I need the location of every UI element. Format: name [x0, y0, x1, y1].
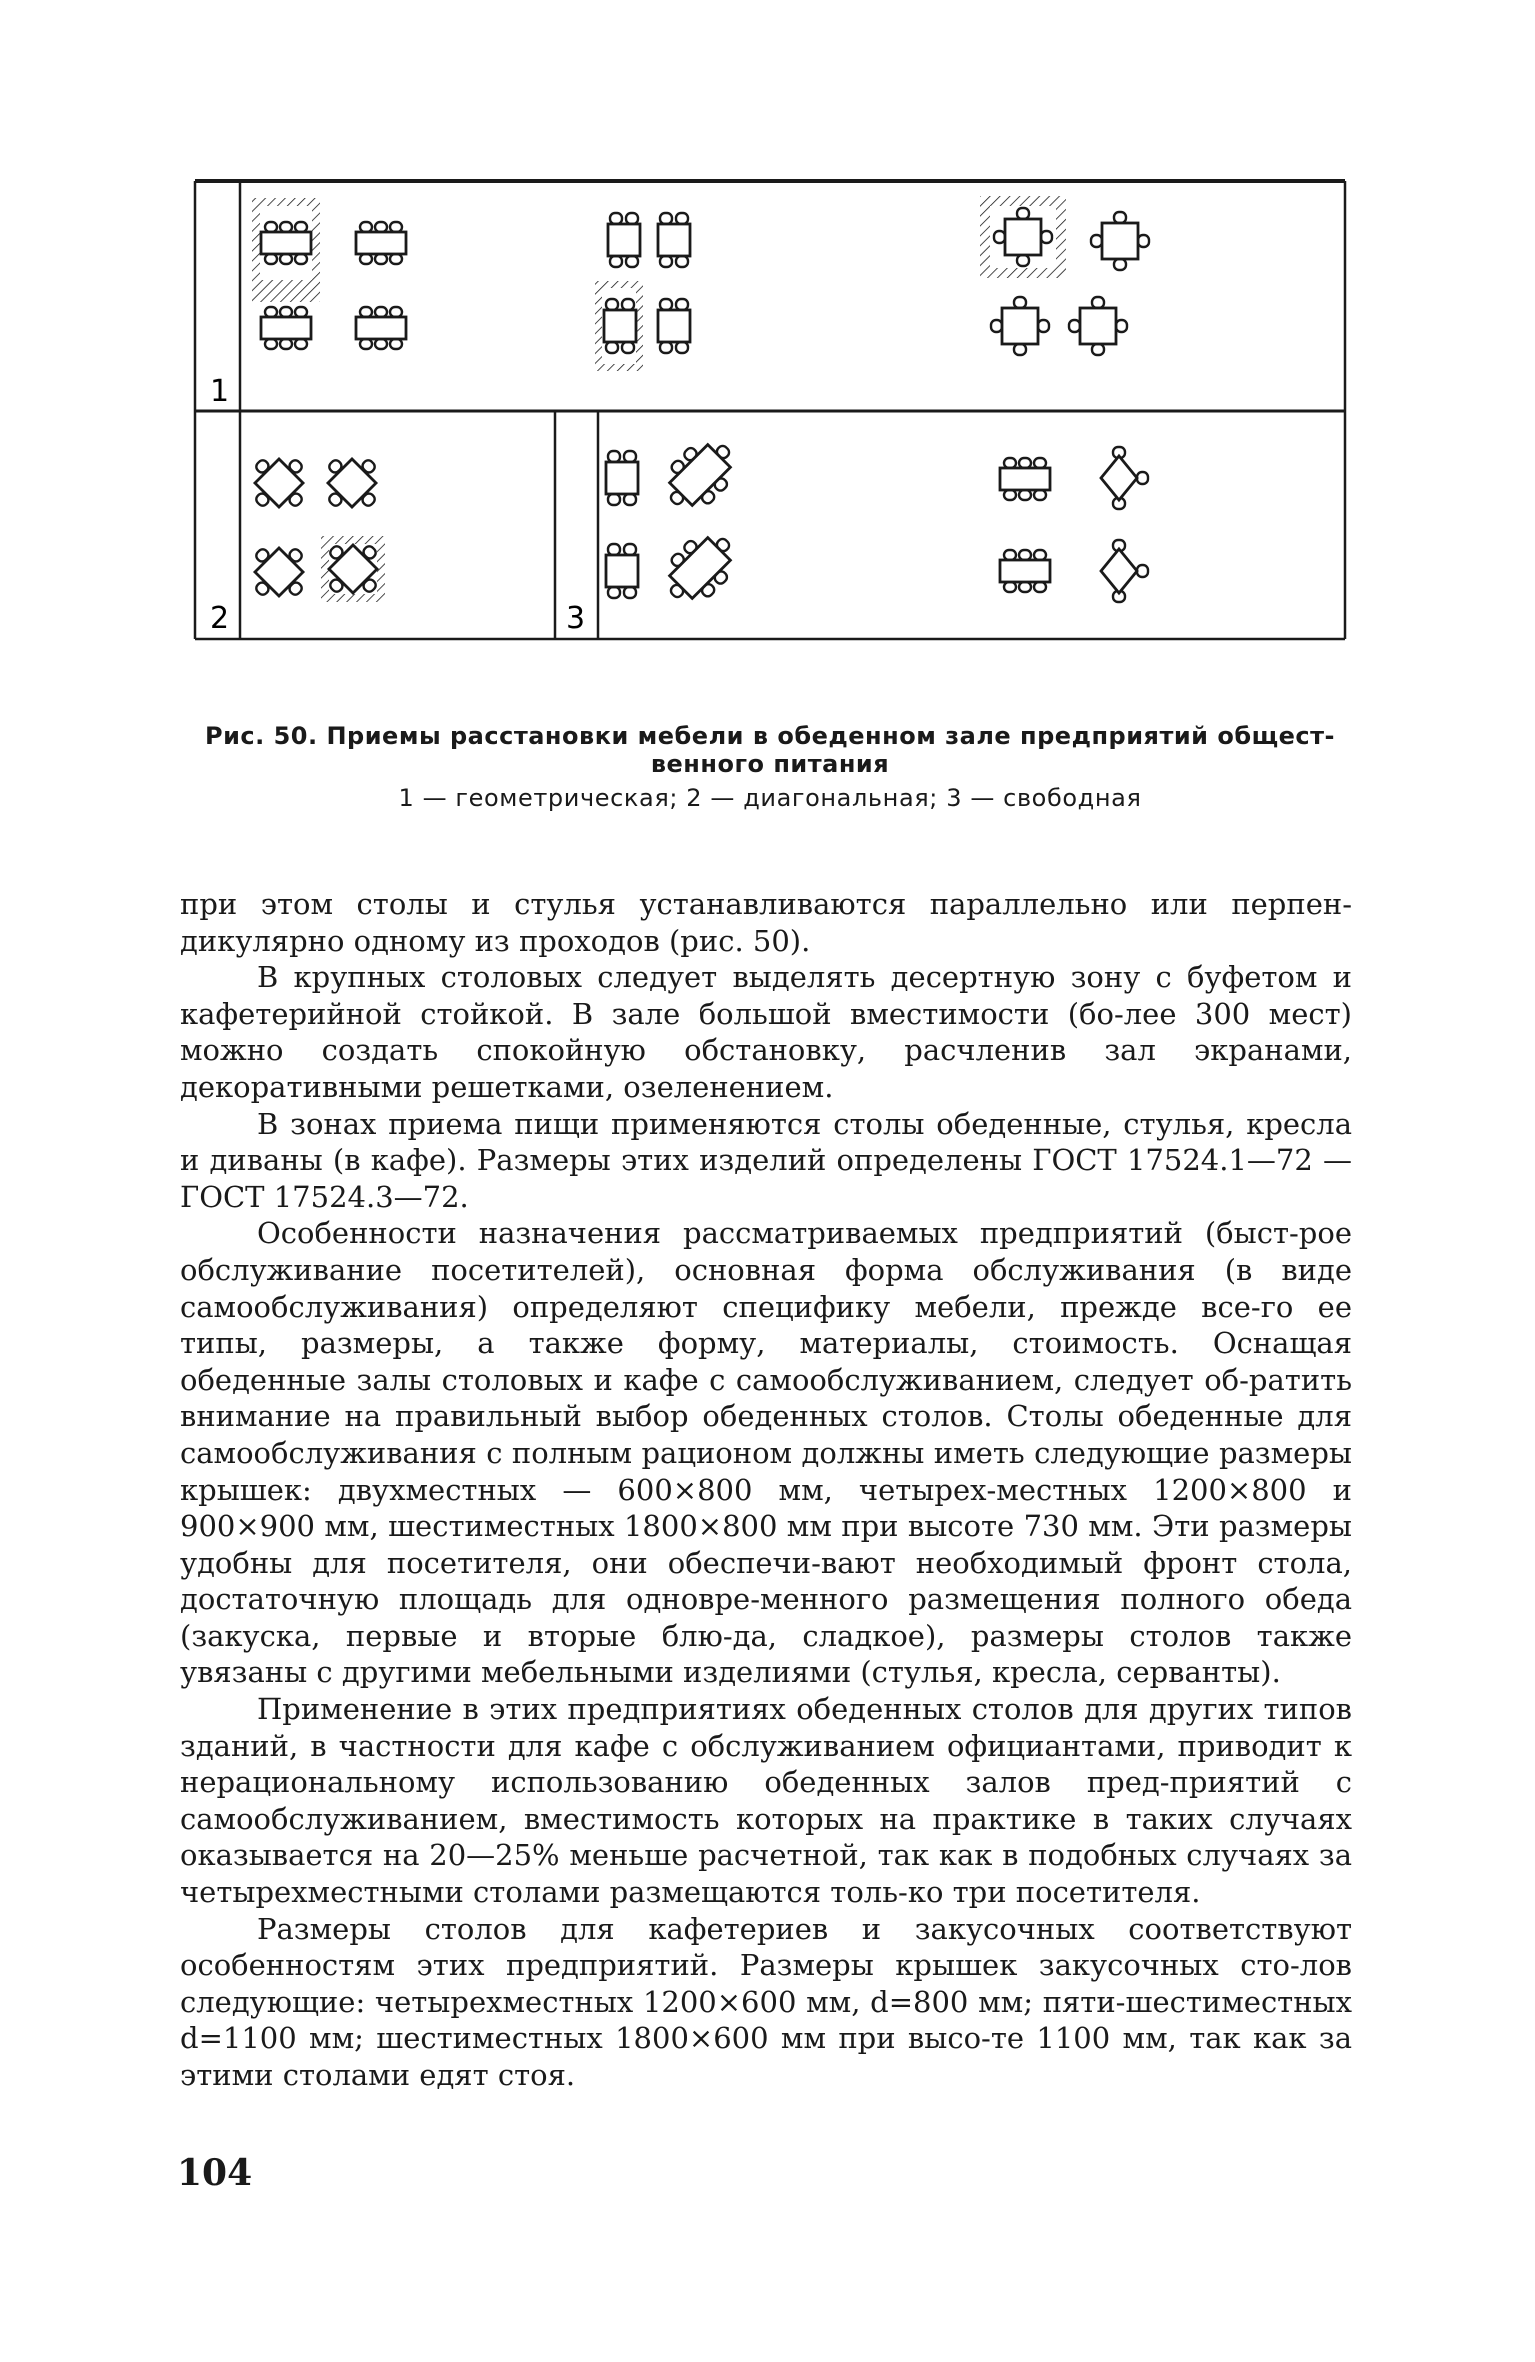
paragraph-3: В зонах приема пищи применяются столы обеденные, стулья, кресла и диваны (в кафе). Размеры этих изделий определены ГОСТ 17524.1—72 — ГОСТ 17524.3—72.	[180, 1106, 1352, 1214]
paragraph-6: Размеры столов для кафетериев и закусочных соответствуют особенностям этих предприятий. Размеры крышек закусочных сто-лов следующие: четырехместных 1200×600 мм, d=800 мм; пяти-шестиместных d=1100 мм; шестиместных 1800×600 мм при высо-те 1100 мм, так как за этими столами едят стоя.	[180, 1911, 1352, 2092]
panel-number-1: 1	[210, 374, 230, 409]
page-number: 104	[177, 2152, 253, 2194]
figure-caption-legend: 1 — геометрическая; 2 — диагональная; 3 — свободная	[398, 784, 1142, 812]
body-text	[180, 886, 1352, 2094]
paragraph-5: Применение в этих предприятиях обеденных столов для других типов зданий, в частности для кафе с обслуживанием официантами, приводит к нерациональному использованию обеденных залов пред-приятий с самообслуживанием, вместимость которых на практике в таких случаях оказывается на 20—25% меньше расчетной, так как в подобных случаях за четырехместными столами размещаются толь-ко три посетителя.	[180, 1692, 1352, 1910]
figure-caption-title	[175, 722, 1365, 778]
panel-3-free-layout	[606, 429, 1148, 614]
furniture-layout-figure	[188, 176, 1348, 646]
panel-1-geometric-layout	[252, 196, 1149, 371]
caption-title-line-2: венного питания	[650, 750, 890, 778]
panel-number-3: 3	[566, 601, 586, 636]
paragraph-4: Особенности назначения рассматриваемых предприятий (быст-рое обслуживание посетителей), основная форма обслуживания (в виде самообслуживания) определяют специфику мебели, прежде все-го ее типы, размеры, а также форму, материалы, стоимость. Оснащая обеденные залы столовых и кафе с самообслуживанием, следует об-ратить внимание на правильный выбор обеденных столов. Столы обеденные для самообслуживания с полным рационом должны иметь следующие размеры крышек: двухместных — 600×800 мм, четырех-местных 1200×800 и 900×900 мм, шестиместных 1800×800 мм при высоте 730 мм. Эти размеры удобны для посетителя, они обеспечи-вают необходимый фронт стола, достаточную площадь для одновре-менного размещения полного обеда (закуска, первые и вторые блю-да, сладкое), размеры столов также увязаны с другими мебельными изделиями (стулья, кресла, серванты).	[180, 1216, 1352, 1690]
panel-2-diagonal-layout	[238, 442, 394, 613]
paragraph-2: В крупных столовых следует выделять десертную зону с буфетом и кафетерийной стойкой. В зале большой вместимости (бо-лее 300 мест) можно создать спокойную обстановку, расчленив зал экранами, декоративными решетками, озеленением.	[180, 960, 1352, 1104]
panel-number-2: 2	[210, 601, 230, 636]
paragraph-1: при этом столы и стулья устанавливаются параллельно или перпен-дикулярно одному из проходов (рис. 50).	[180, 887, 1352, 958]
caption-title-line-1: Рис. 50. Приемы расстановки мебели в обеденном зале предприятий общест-	[204, 722, 1335, 750]
